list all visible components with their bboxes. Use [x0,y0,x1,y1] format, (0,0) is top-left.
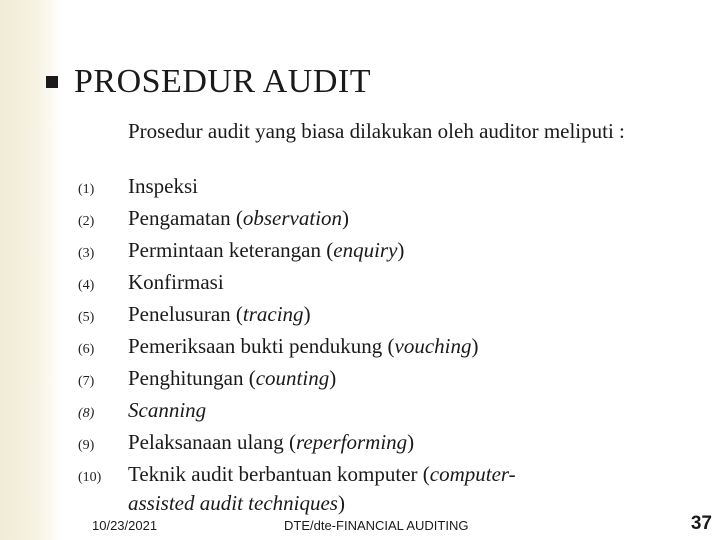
item-number: (10) [78,470,102,485]
item-number: (6) [78,342,95,357]
list-item [78,428,698,460]
list-item [78,236,698,268]
title-row [46,60,371,104]
item-text: Permintaan keterangan (enquiry) [128,238,405,262]
item-number: (3) [78,246,95,261]
item-text: Pemeriksaan bukti pendukung (vouching) [128,334,479,358]
item-text: Konfirmasi [128,270,224,294]
list-item [78,300,698,332]
intro-text: Prosedur audit yang biasa dilakukan oleh auditor meliputi : [128,119,625,143]
list-item [78,204,698,236]
item-number: (4) [78,278,95,293]
item-text: Teknik audit berbantuan komputer (computer-assisted audit techniques) [128,462,516,515]
item-text: Pelaksanaan ulang (reperforming) [128,430,415,454]
footer-date: 10/23/2021 [92,518,158,533]
item-number: (5) [78,310,95,325]
square-bullet-icon [46,76,58,88]
item-number: (9) [78,438,95,453]
item-number: (7) [78,374,95,389]
page-number: 37 [690,513,712,534]
slide-title: PROSEDUR AUDIT [74,63,371,100]
footer-title: DTE/dte-FINANCIAL AUDITING [284,518,469,533]
item-number: (8) [78,406,95,421]
item-text: Penghitungan (counting) [128,366,337,390]
list-item [78,332,698,364]
item-text: Inspeksi [128,174,198,198]
item-number: (2) [78,214,95,229]
item-text: Scanning [128,398,207,422]
item-text: Penelusuran (tracing) [128,302,311,326]
item-text: Pengamatan (observation) [128,206,350,230]
list-item [78,172,698,204]
list-item [78,460,668,518]
list-item [78,396,698,428]
list-item [78,268,698,300]
item-number: (1) [78,182,95,197]
list-item [78,364,698,396]
